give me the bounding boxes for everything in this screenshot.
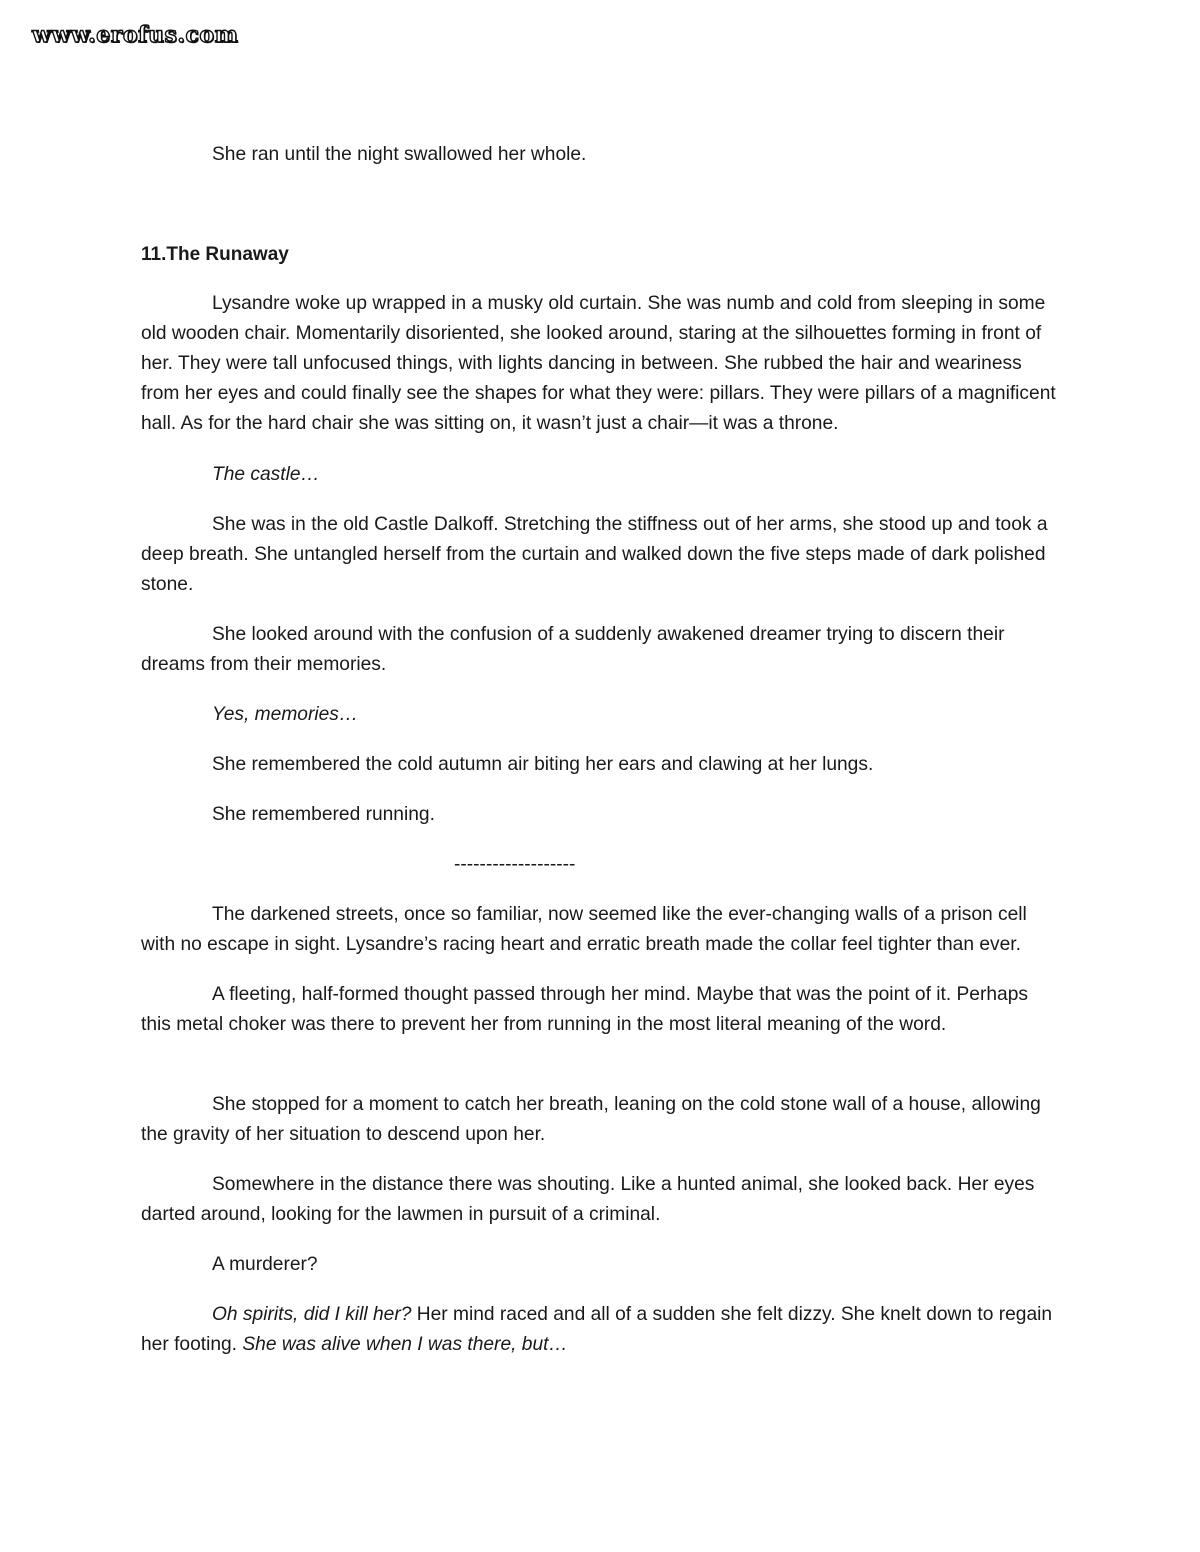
italic-text: The castle… — [212, 464, 320, 485]
paragraph: A fleeting, half-formed thought passed through her mind. Maybe that was the point of it. Perhaps this metal choker was there to prevent her from running in the most literal meaning of the word. — [141, 984, 1028, 1035]
watermark: www.erofus.com — [32, 22, 239, 48]
paragraph: She looked around with the confusion of a suddenly awakened dreamer trying to discern their dreams from their memories. — [141, 624, 1005, 675]
paragraph: She stopped for a moment to catch her breath, leaning on the cold stone wall of a house, allowing the gravity of her situation to descend upon her. — [141, 1094, 1041, 1145]
italic-thought: Oh spirits, did I kill her? — [212, 1304, 412, 1325]
paragraph: She remembered running. — [212, 804, 435, 825]
paragraph: A murderer? — [212, 1254, 318, 1275]
italic-text: Yes, memories… — [212, 704, 359, 725]
chapter-heading: 11.The Runaway — [141, 244, 289, 265]
paragraph-italic — [141, 460, 1061, 490]
section-separator: ------------------- — [454, 854, 576, 875]
paragraph: She remembered the cold autumn air biting her ears and clawing at her lungs. — [212, 754, 874, 775]
paragraph-mixed — [141, 1300, 1061, 1360]
paragraph: The darkened streets, once so familiar, now seemed like the ever-changing walls of a prison cell with no escape in sight. Lysandre’s racing heart and erratic breath made the collar feel tighter than ever. — [141, 904, 1027, 955]
paragraph: Lysandre woke up wrapped in a musky old curtain. She was numb and cold from sleeping in some old wooden chair. Momentarily disoriented, she looked around, staring at the silhouettes forming in front of her. They were tall unfocused things, with lights dancing in between. She rubbed the hair and weariness from her eyes and could finally see the shapes for what they were: pillars. They were pillars of a magnificent hall. As for the hard chair she was sitting on, it wasn’t just a chair—it was a throne. — [141, 293, 1056, 434]
paragraph: She was in the old Castle Dalkoff. Stretching the stiffness out of her arms, she stood up and took a deep breath. She untangled herself from the curtain and walked down the five steps made of dark polished stone. — [141, 514, 1048, 595]
paragraph-text: Her mind raced and all of a sudden she felt dizzy. She knelt down to regain her footing. — [141, 1304, 1053, 1355]
intro-paragraph: She ran until the night swallowed her whole. — [212, 144, 587, 165]
paragraph: Somewhere in the distance there was shouting. Like a hunted animal, she looked back. Her eyes darted around, looking for the lawmen in pursuit of a criminal. — [141, 1174, 1035, 1225]
paragraph-italic — [141, 700, 1061, 730]
italic-thought: She was alive when I was there, but… — [242, 1334, 568, 1355]
